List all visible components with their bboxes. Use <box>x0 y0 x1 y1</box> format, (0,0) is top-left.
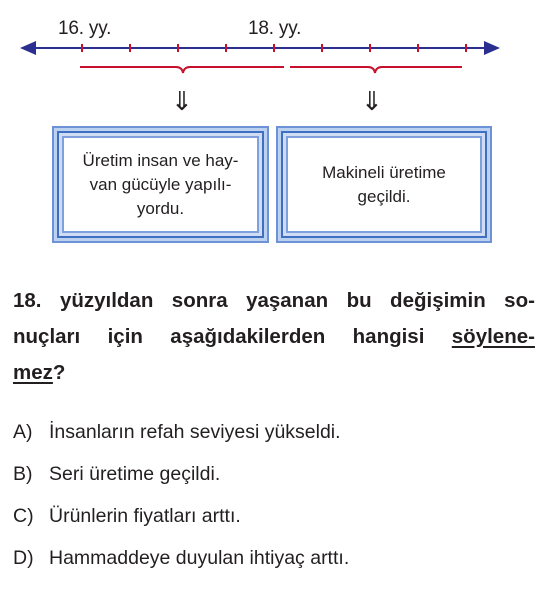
option-text: Seri üretime geçildi. <box>49 463 221 485</box>
option-letter: D) <box>13 547 34 569</box>
question-word: hangisi <box>352 325 425 348</box>
question-number: 18. <box>13 289 42 312</box>
timeline <box>0 0 548 90</box>
timeline-label-18th-century: 18. yy. <box>248 18 302 39</box>
option-text: Hammaddeye duyulan ihtiyaç arttı. <box>49 547 350 569</box>
question-word: sonra <box>171 289 228 312</box>
option-text: Ürünlerin fiyatları arttı. <box>49 505 241 527</box>
option-d[interactable] <box>13 543 349 585</box>
box-before-manual-production <box>57 131 264 238</box>
question-word: değişimin <box>390 289 486 312</box>
option-letter: B) <box>13 463 33 485</box>
option-letter: C) <box>13 505 34 527</box>
timeline-label-16th-century: 16. yy. <box>58 18 112 39</box>
down-arrow-right: ⇓ <box>361 86 383 116</box>
down-arrow-left: ⇓ <box>171 86 193 116</box>
question-mark: ? <box>52 361 66 384</box>
question-word: nuçları <box>13 325 81 348</box>
timeline-left-arrowhead <box>20 41 36 55</box>
question-word: için <box>107 325 143 348</box>
right-brace <box>290 67 462 73</box>
question-negation-underlined-end: mez <box>13 361 53 384</box>
box-text-line: Üretim insan ve hay- <box>82 150 239 170</box>
box-text-line: yordu. <box>136 198 185 218</box>
box-after-machine-production <box>281 131 487 238</box>
question-line-2 <box>13 319 535 355</box>
box-before-text <box>83 149 239 221</box>
box-text-line: van gücüyle yapılı- <box>89 174 232 194</box>
question-line-3 <box>13 355 535 391</box>
question-word: so- <box>504 289 535 312</box>
question-negation-underlined: söylene- <box>451 325 535 348</box>
question-word: aşağıdakilerden <box>170 325 326 348</box>
question-word: bu <box>346 289 372 312</box>
question-stem <box>13 283 535 391</box>
option-c[interactable] <box>13 501 349 543</box>
left-brace <box>80 67 284 73</box>
box-text-line: Makineli üretime <box>322 162 446 182</box>
box-after-text <box>322 161 446 209</box>
box-text-line: geçildi. <box>357 186 411 206</box>
option-letter: A) <box>13 421 33 443</box>
answer-options <box>13 417 349 585</box>
option-a[interactable] <box>13 417 349 459</box>
question-line-1 <box>13 283 535 319</box>
option-text: İnsanların refah seviyesi yükseldi. <box>49 421 341 443</box>
option-b[interactable] <box>13 459 349 501</box>
question-word: yüzyıldan <box>59 289 154 312</box>
question-word: yaşanan <box>246 289 329 312</box>
timeline-right-arrowhead <box>484 41 500 55</box>
